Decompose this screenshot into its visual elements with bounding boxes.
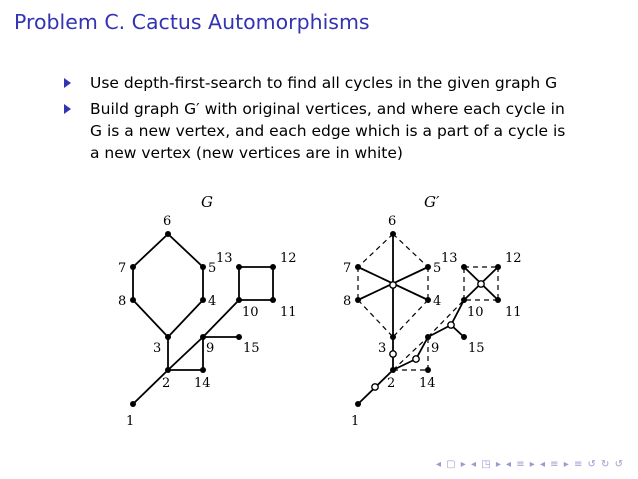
vertex <box>495 297 501 303</box>
vertex <box>130 401 136 407</box>
graph-g-prime-labels <box>343 214 522 429</box>
vertex-label: 13 <box>441 251 458 266</box>
graph-g-labels <box>118 214 297 429</box>
vertex-label: 5 <box>433 261 442 276</box>
vertex <box>355 401 361 407</box>
slide-title: Problem C. Cactus Automorphisms <box>14 10 370 34</box>
vertex-label: 2 <box>387 376 396 391</box>
beamer-nav-icons[interactable]: ◂ ▢ ▸ ◂ ◳ ▸ ◂ ≡ ▸ ◂ ≡ ▸ ≡ ↺ ↻ ↺ <box>435 459 624 470</box>
vertex-label: 10 <box>467 305 484 320</box>
vertex <box>355 297 361 303</box>
vertex-label: 13 <box>216 251 233 266</box>
graph-g-label: G <box>201 193 213 211</box>
vertex <box>390 231 396 237</box>
vertex <box>236 297 242 303</box>
vertex-label: 4 <box>208 294 217 309</box>
vertex <box>130 297 136 303</box>
vertex <box>355 264 361 270</box>
vertex-label: 14 <box>194 376 211 391</box>
cycle-vertex <box>448 322 454 328</box>
vertex <box>390 334 396 340</box>
vertex-label: 3 <box>153 341 162 356</box>
vertex-label: 8 <box>118 294 127 309</box>
vertex <box>200 334 206 340</box>
vertex <box>200 264 206 270</box>
vertex-label: 9 <box>206 341 215 356</box>
vertex <box>236 334 242 340</box>
bullet-text: Use depth-first-search to find all cycles in the given graph G <box>90 74 558 92</box>
vertex-label: 8 <box>343 294 352 309</box>
vertex <box>461 264 467 270</box>
vertex <box>425 297 431 303</box>
edge-vertex <box>390 351 396 357</box>
vertex <box>165 367 171 373</box>
cycle-vertex <box>413 356 419 362</box>
cycle-vertex <box>390 282 396 288</box>
vertex-label: 12 <box>280 251 297 266</box>
vertex <box>270 297 276 303</box>
vertex <box>461 297 467 303</box>
vertex-label: 6 <box>163 214 172 229</box>
cycle-vertex <box>478 281 484 287</box>
vertex <box>236 264 242 270</box>
vertex-label: 1 <box>126 414 135 429</box>
vertex-label: 7 <box>118 261 127 276</box>
vertex <box>270 264 276 270</box>
vertex-label: 12 <box>505 251 522 266</box>
vertex-label: 4 <box>433 294 442 309</box>
vertex <box>390 367 396 373</box>
bullet-text: Build graph G′ with original vertices, and where each cycle in G is a new vertex, and each edge which is a part of a cycle is a new vertex (new vertices are in white) <box>90 100 566 162</box>
vertex-label: 14 <box>419 376 436 391</box>
vertex <box>165 334 171 340</box>
vertex-label: 1 <box>351 414 360 429</box>
vertex-label: 3 <box>378 341 387 356</box>
edge-vertex <box>372 384 378 390</box>
vertex-label: 6 <box>388 214 397 229</box>
vertex <box>200 367 206 373</box>
vertex-label: 11 <box>505 305 522 320</box>
vertex <box>461 334 467 340</box>
vertex-label: 2 <box>162 376 171 391</box>
vertex <box>495 264 501 270</box>
vertex-label: 5 <box>208 261 217 276</box>
vertex <box>425 334 431 340</box>
vertex <box>200 297 206 303</box>
vertex-label: 7 <box>343 261 352 276</box>
vertex-label: 15 <box>468 341 485 356</box>
graph-g-prime-label: G′ <box>424 193 440 211</box>
vertex-label: 11 <box>280 305 297 320</box>
vertex <box>425 367 431 373</box>
vertex-label: 9 <box>431 341 440 356</box>
vertex-label: 10 <box>242 305 259 320</box>
vertex <box>130 264 136 270</box>
vertex <box>165 231 171 237</box>
vertex-label: 15 <box>243 341 260 356</box>
vertex <box>425 264 431 270</box>
